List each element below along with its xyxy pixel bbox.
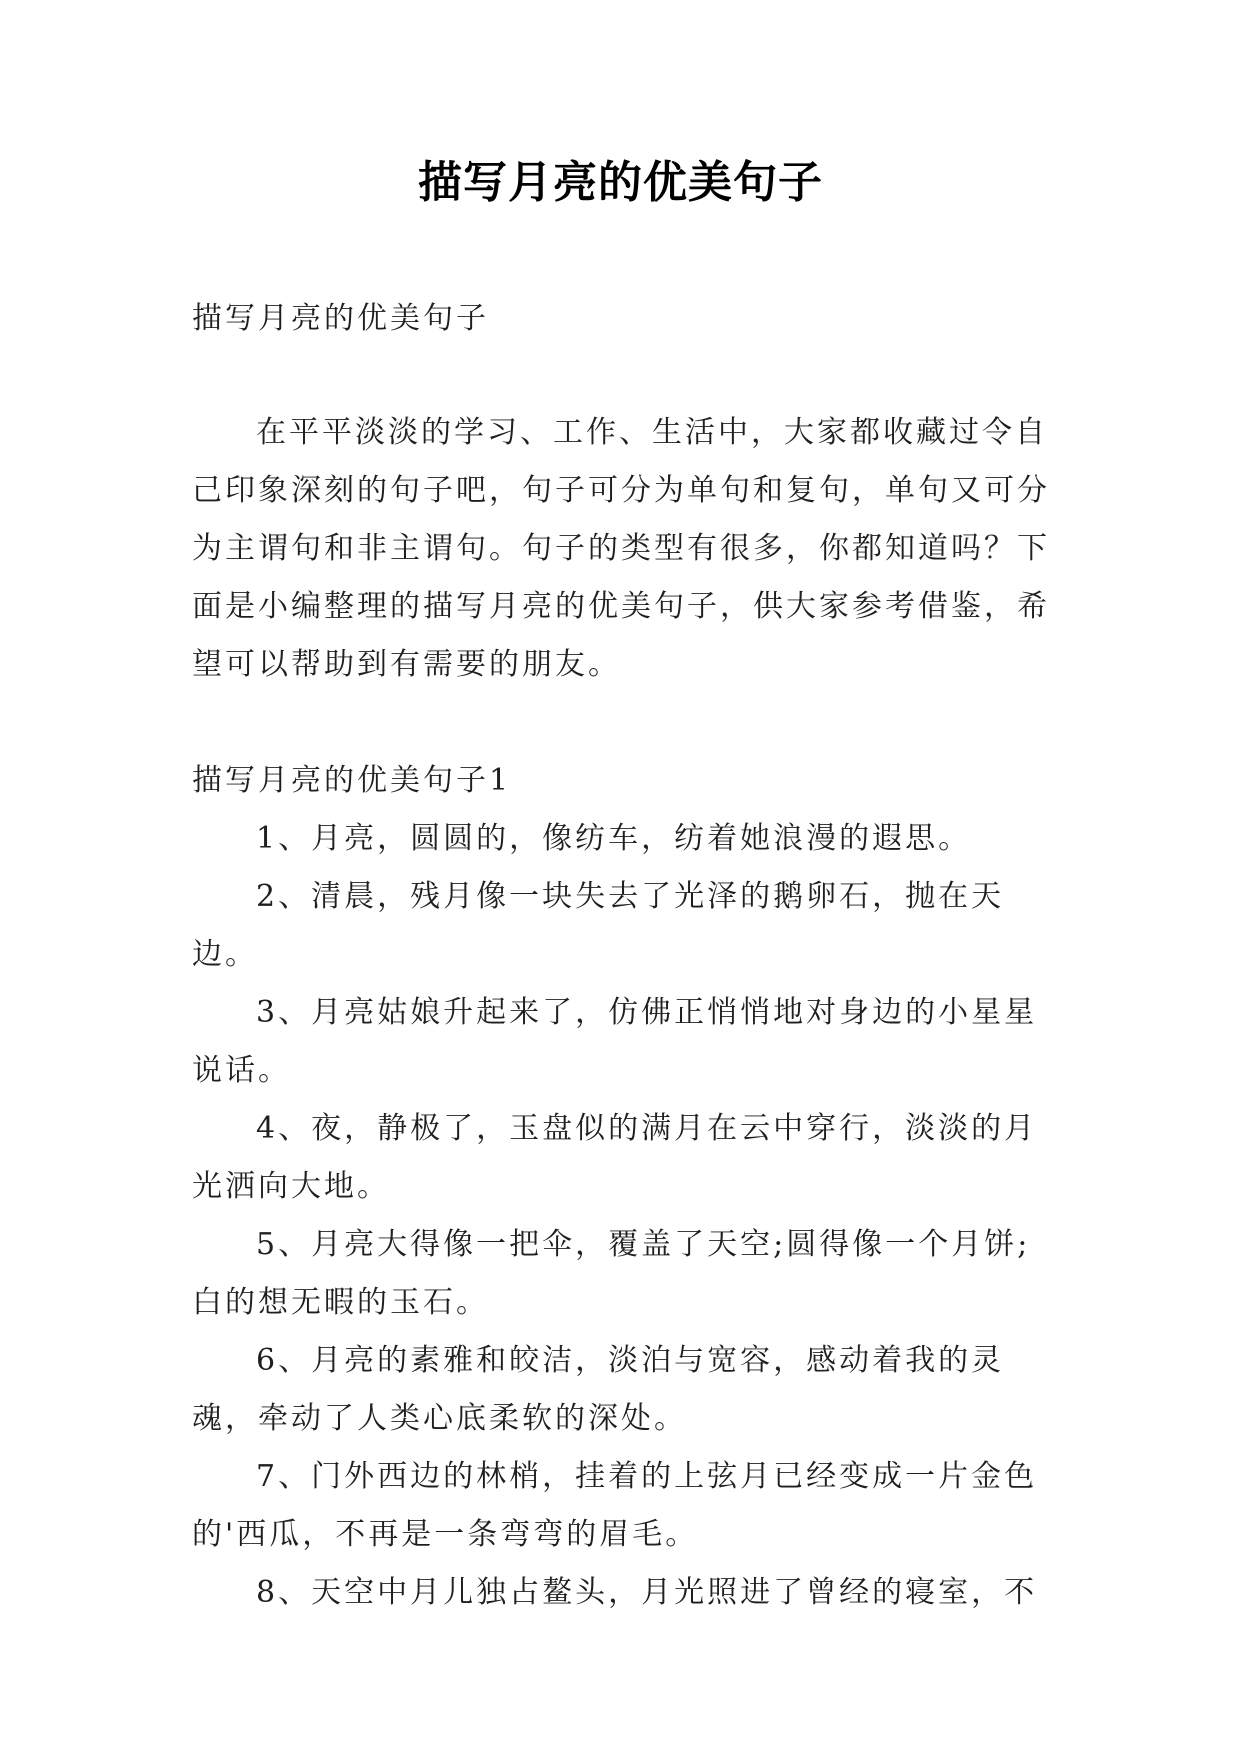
document-subtitle: 描写月亮的优美句子	[192, 301, 489, 336]
sentence-item: 5、月亮大得像一把伞，覆盖了天空;圆得像一个月饼;白的想无暇的玉石。	[192, 1227, 1031, 1320]
sentence-item: 7、门外西边的林梢，挂着的上弦月已经变成一片金色的'西瓜，不再是一条弯弯的眉毛。	[192, 1459, 1038, 1552]
section-heading: 描写月亮的优美句子1	[192, 763, 512, 798]
sentence-item: 3、月亮姑娘升起来了，仿佛正悄悄地对身边的小星星说话。	[192, 995, 1038, 1088]
document-title: 描写月亮的优美句子	[418, 157, 823, 208]
intro-paragraph: 在平平淡淡的学习、工作、生活中，大家都收藏过令自己印象深刻的句子吧，句子可分为单句和复句，单句又可分为主谓句和非主谓句。句子的类型有很多，你都知道吗？下面是小编整理的描写月亮的优美句子，供大家参考借鉴，希望可以帮助到有需要的朋友。	[192, 415, 1050, 682]
sentence-item: 6、月亮的素雅和皎洁，淡泊与宽容，感动着我的灵魂，牵动了人类心底柔软的深处。	[192, 1343, 1005, 1436]
sentence-item: 4、夜，静极了，玉盘似的满月在云中穿行，淡淡的月光洒向大地。	[192, 1111, 1038, 1204]
sentence-list	[192, 810, 1052, 1622]
sentence-item: 2、清晨，残月像一块失去了光泽的鹅卵石，抛在天边。	[192, 879, 1005, 972]
sentence-item: 8、天空中月儿独占鳌头，月光照进了曾经的寝室，不	[256, 1575, 1038, 1610]
sentence-item: 1、月亮，圆圆的，像纺车，纺着她浪漫的遐思。	[256, 821, 972, 856]
